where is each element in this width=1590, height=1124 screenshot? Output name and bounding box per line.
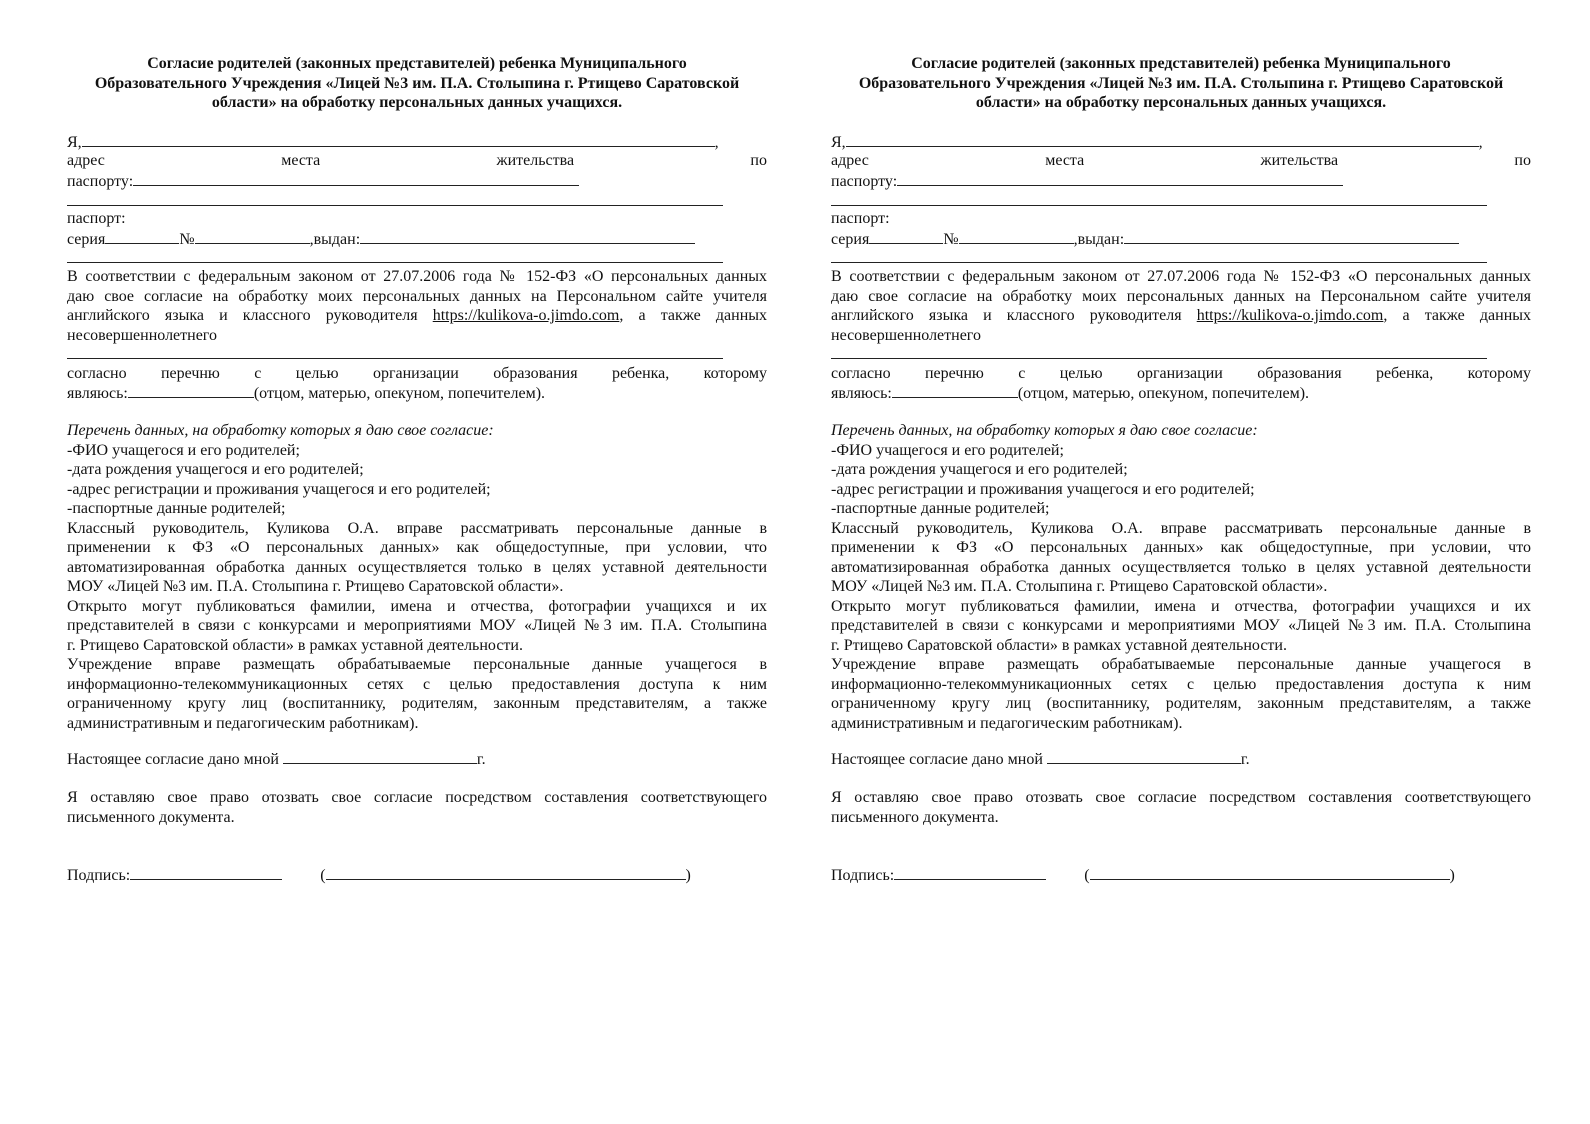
- passport-label: паспорт:: [67, 210, 126, 227]
- passport-row: серия № ,выдан:: [67, 229, 767, 250]
- signature-name-field[interactable]: [326, 865, 686, 880]
- form-title: Согласие родителей (законных представителей) ребенка Муниципального Образовательного Учреждения «Лицей №3 им. П.А. Столыпина г. Ртищево Саратовской области» на обработку персональных данных учащихся.: [94, 55, 740, 111]
- name-row: Я, ,: [67, 134, 719, 151]
- list-item: -адрес регистрации и проживания учащегося и его родителей;: [831, 480, 1255, 498]
- list-item: -дата рождения учащегося и его родителей;: [67, 461, 364, 478]
- signature-row: Подпись: ( ): [831, 867, 1455, 884]
- name-field[interactable]: [82, 132, 715, 147]
- passport-row: серия № ,выдан:: [831, 229, 1531, 250]
- law-paragraph: В соответствии с федеральным законом от 27.07.2006 года № 152-ФЗ «О персональных данных даю свое согласие на обработку моих персональных данных на Персональном сайте учителя английского языка и классного руководителя https://kulikova-o.jimdo.com, а также данных несовершеннолетнего: [831, 268, 1531, 344]
- residence-field[interactable]: [897, 171, 1343, 186]
- list-item: -паспортные данные родителей;: [831, 500, 1050, 517]
- issued-field[interactable]: [1124, 229, 1459, 244]
- data-list-heading: Перечень данных, на обработку которых я даю свое согласие:: [67, 422, 494, 439]
- name-row: Я, ,: [831, 134, 1483, 151]
- relation-field[interactable]: [128, 383, 254, 398]
- signature-name-field[interactable]: [1090, 865, 1450, 880]
- number-field[interactable]: [959, 229, 1074, 244]
- residence-row: паспорту:: [67, 171, 767, 192]
- residence-field-continuation[interactable]: [67, 205, 723, 206]
- signature-field[interactable]: [894, 865, 1046, 880]
- signature-row: Подпись: ( ): [67, 867, 691, 884]
- date-field[interactable]: [283, 749, 477, 764]
- signature-field[interactable]: [130, 865, 282, 880]
- date-field[interactable]: [1047, 749, 1241, 764]
- list-item: -паспортные данные родителей;: [67, 500, 286, 517]
- series-field[interactable]: [869, 229, 943, 244]
- list-item: -ФИО учащегося и его родителей;: [831, 441, 1064, 459]
- site-link[interactable]: https://kulikova-o.jimdo.com: [1196, 307, 1384, 324]
- residence-field-continuation[interactable]: [831, 205, 1487, 206]
- list-item: -адрес регистрации и проживания учащегося и его родителей;: [67, 480, 491, 498]
- series-field[interactable]: [105, 229, 179, 244]
- relation-row: являюсь: (отцом, матерью, опекуном, попечителем).: [67, 385, 546, 402]
- minor-name-field[interactable]: [67, 358, 723, 359]
- residence-row: паспорту:: [831, 171, 1531, 192]
- number-field[interactable]: [195, 229, 310, 244]
- revoke-paragraph: Я оставляю свое право отозвать свое согласие посредством составления соответствующего письменного документа.: [67, 789, 767, 826]
- data-list: Перечень данных, на обработку которых я даю свое согласие: -ФИО учащегося и его родителей; -дата рождения учащегося и его родителей; -адрес регистрации и проживания учащегося и его родителей; -паспортные данные родителей; Классный руководитель, Куликова О.А. вправе рассматривать персональные данные в применении к ФЗ «О персональных данных» как общедоступные, при условии, что автоматизированная обработка данных осуществляется только в целях уставной деятельности МОУ «Лицей №3 им. П.А. Столыпина г. Ртищево Саратовской области». Открыто могут публиковаться фамилии, имена и отчества, фотографии учащихся и их представителей в связи с конкурсами и мероприятиями МОУ «Лицей №3 им. П.А. Столыпина г. Ртищево Саратовской области» в рамках уставной деятельности. Учреждение вправе размещать обрабатываемые персональные данные учащегося в информационно-телекоммуникационных сетях с целью предоставления доступа к ним ограниченному кругу лиц (воспитаннику, родителям, законным представителям, а также административным и педагогическим работникам).: [67, 422, 767, 732]
- residence-field[interactable]: [133, 171, 579, 186]
- address-row: адрес места жительства по: [67, 152, 767, 169]
- relation-row: являюсь: (отцом, матерью, опекуном, попечителем).: [831, 385, 1310, 402]
- address-row: адрес места жительства по: [831, 152, 1531, 169]
- purpose-row: согласно перечню с целью организации образования ребенка, которому: [831, 365, 1531, 382]
- date-row: Настоящее согласие дано мной г.: [67, 751, 486, 768]
- form-title: Согласие родителей (законных представителей) ребенка Муниципального Образовательного Учреждения «Лицей №3 им. П.А. Столыпина г. Ртищево Саратовской области» на обработку персональных данных учащихся.: [858, 55, 1504, 111]
- minor-name-field[interactable]: [831, 358, 1487, 359]
- issued-field[interactable]: [360, 229, 695, 244]
- data-list: Перечень данных, на обработку которых я даю свое согласие: -ФИО учащегося и его родителей; -дата рождения учащегося и его родителей; -адрес регистрации и проживания учащегося и его родителей; -паспортные данные родителей; Классный руководитель, Куликова О.А. вправе рассматривать персональные данные в применении к ФЗ «О персональных данных» как общедоступные, при условии, что автоматизированная обработка данных осуществляется только в целях уставной деятельности МОУ «Лицей №3 им. П.А. Столыпина г. Ртищево Саратовской области». Открыто могут публиковаться фамилии, имена и отчества, фотографии учащихся и их представителей в связи с конкурсами и мероприятиями МОУ «Лицей №3 им. П.А. Столыпина г. Ртищево Саратовской области» в рамках уставной деятельности. Учреждение вправе размещать обрабатываемые персональные данные учащегося в информационно-телекоммуникационных сетях с целью предоставления доступа к ним ограниченному кругу лиц (воспитаннику, родителям, законным представителям, а также административным и педагогическим работникам).: [831, 422, 1531, 732]
- list-item: -дата рождения учащегося и его родителей;: [831, 461, 1128, 478]
- name-field[interactable]: [846, 132, 1479, 147]
- issued-field-continuation[interactable]: [831, 262, 1487, 263]
- date-row: Настоящее согласие дано мной г.: [831, 751, 1250, 768]
- law-paragraph: В соответствии с федеральным законом от 27.07.2006 года № 152-ФЗ «О персональных данных даю свое согласие на обработку моих персональных данных на Персональном сайте учителя английского языка и классного руководителя https://kulikova-o.jimdo.com, а также данных несовершеннолетнего: [67, 268, 767, 344]
- passport-label: паспорт:: [831, 210, 890, 227]
- issued-field-continuation[interactable]: [67, 262, 723, 263]
- data-list-heading: Перечень данных, на обработку которых я даю свое согласие:: [831, 422, 1258, 439]
- revoke-paragraph: Я оставляю свое право отозвать свое согласие посредством составления соответствующего письменного документа.: [831, 789, 1531, 826]
- relation-field[interactable]: [892, 383, 1018, 398]
- purpose-row: согласно перечню с целью организации образования ребенка, которому: [67, 365, 767, 382]
- list-item: -ФИО учащегося и его родителей;: [67, 441, 300, 459]
- site-link[interactable]: https://kulikova-o.jimdo.com: [432, 307, 620, 324]
